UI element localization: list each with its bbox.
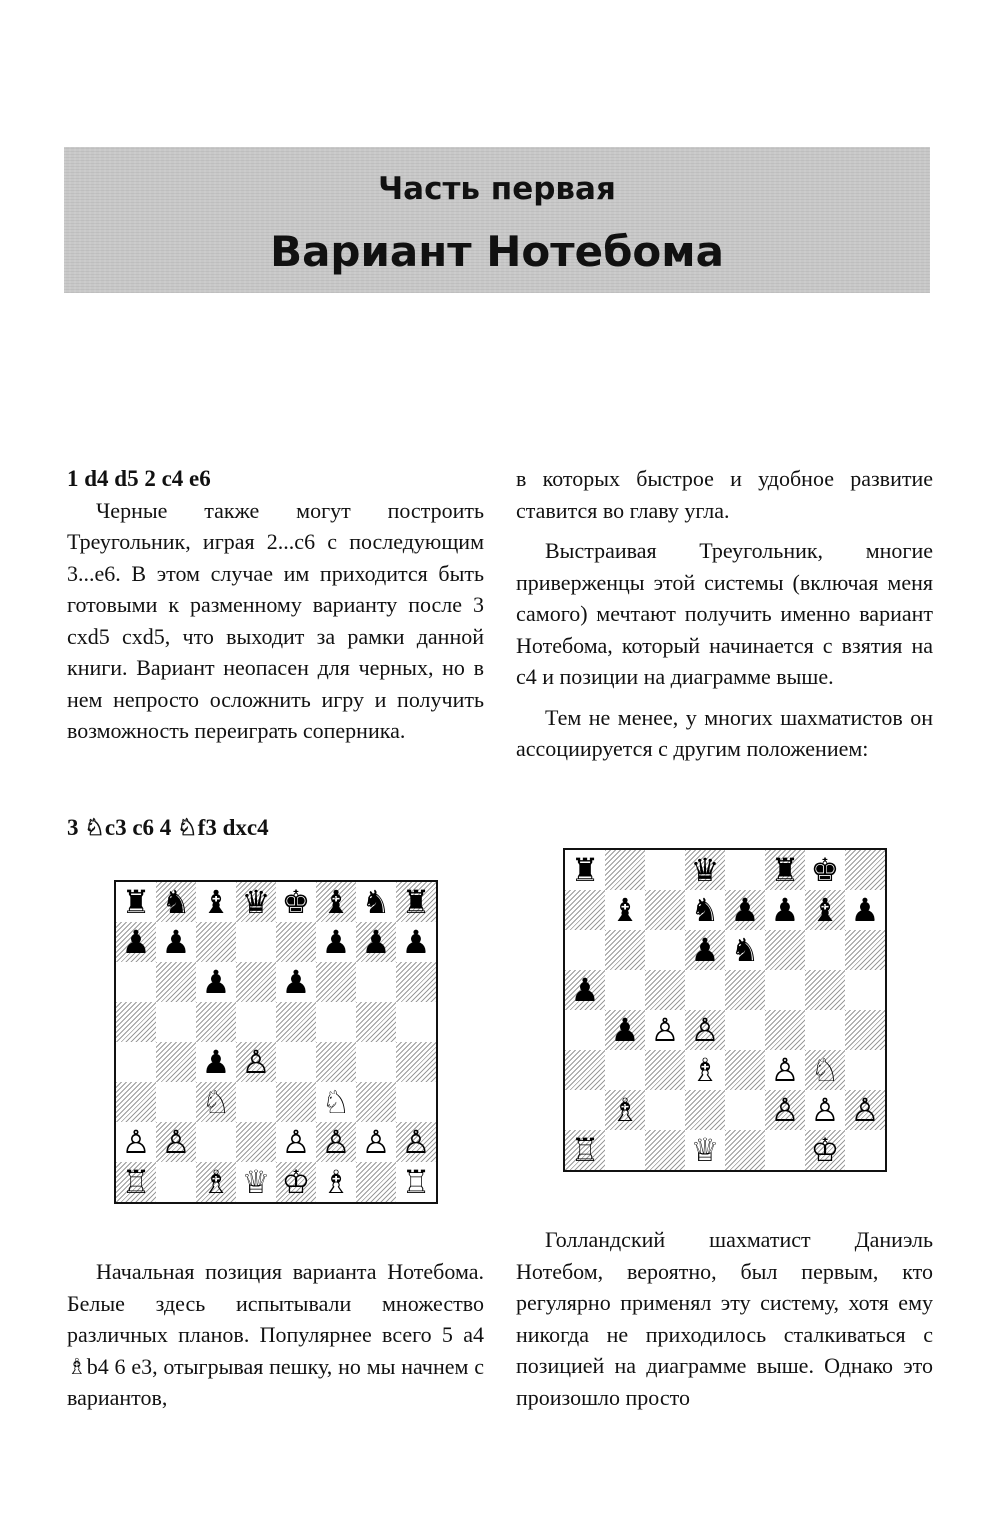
square-d5 — [236, 1002, 276, 1042]
square-h5 — [845, 970, 885, 1010]
white-pawn-e2: ♙ — [281, 1123, 311, 1161]
black-pawn-f7: ♟ — [770, 891, 800, 929]
black-pawn-f7: ♟ — [321, 923, 351, 961]
square-a3 — [565, 1050, 605, 1090]
square-d6 — [236, 962, 276, 1002]
white-pawn-f2: ♙ — [770, 1091, 800, 1129]
black-bishop-c8: ♝ — [201, 883, 231, 921]
white-bishop-d3: ♗ — [690, 1051, 720, 1089]
right-paragraph-2: Выстраивая Треугольник, многие приверженцы этой системы (включая меня самого) мечтают получить именно вариант Нотебома, который начинается с взятия на c4 и позиции на диаграмме выше. — [516, 538, 933, 689]
square-e7 — [276, 922, 316, 962]
square-g4 — [356, 1042, 396, 1082]
white-rook-a1: ♖ — [570, 1131, 600, 1169]
square-e4 — [276, 1042, 316, 1082]
right-paragraph-4: Голландский шахматист Даниэль Нотебом, вероятно, был первым, кто регулярно применял эту систему, хотя ему никогда не приходилось сталкиваться с позицией на диаграмме выше. Однако это произошло просто — [516, 1227, 933, 1410]
black-pawn-g7: ♟ — [361, 923, 391, 961]
black-pawn-c6: ♟ — [201, 963, 231, 1001]
square-c2 — [645, 1090, 685, 1130]
square-d7 — [236, 922, 276, 962]
black-pawn-a5: ♟ — [570, 971, 600, 1009]
black-bishop-b7: ♝ — [610, 891, 640, 929]
square-a4 — [116, 1042, 156, 1082]
square-e1 — [725, 1130, 765, 1170]
square-b4 — [156, 1042, 196, 1082]
square-f5 — [765, 970, 805, 1010]
right-paragraph-1: в которых быстрое и удобное развитие ставится во главу угла. — [516, 466, 933, 523]
white-pawn-d4: ♙ — [241, 1043, 271, 1081]
white-pawn-a2: ♙ — [121, 1123, 151, 1161]
square-b5 — [605, 970, 645, 1010]
white-pawn-g2: ♙ — [361, 1123, 391, 1161]
square-e5 — [276, 1002, 316, 1042]
white-knight-g3: ♘ — [810, 1051, 840, 1089]
square-c5 — [645, 970, 685, 1010]
square-d2 — [236, 1122, 276, 1162]
black-pawn-h7: ♟ — [850, 891, 880, 929]
square-g1 — [356, 1162, 396, 1202]
black-rook-a8: ♜ — [121, 883, 151, 921]
square-h6 — [845, 930, 885, 970]
white-king-e1: ♔ — [281, 1163, 311, 1201]
square-c7 — [645, 890, 685, 930]
square-c5 — [196, 1002, 236, 1042]
white-rook-h1: ♖ — [401, 1163, 431, 1201]
square-a6 — [116, 962, 156, 1002]
left-paragraph-1: Черные также могут построить Треугольник, играя 2...c6 с последующим 3...e6. В этом случае им приходится быть готовыми к разменному варианту после 3 cxd5 cxd5, что выходит за рамки данной книги. Вариант неопасен для черных, но в нем непросто осложнить игру и получить возможность переиграть соперника. — [67, 497, 484, 743]
square-e4 — [725, 1010, 765, 1050]
square-a3 — [116, 1082, 156, 1122]
square-d3 — [236, 1082, 276, 1122]
square-c1 — [645, 1130, 685, 1170]
square-f4 — [316, 1042, 356, 1082]
white-pawn-d4: ♙ — [690, 1011, 720, 1049]
black-rook-a8: ♜ — [570, 851, 600, 889]
square-h1 — [845, 1130, 885, 1170]
black-rook-f8: ♜ — [770, 851, 800, 889]
square-g6 — [356, 962, 396, 1002]
move-line-1: 1 d4 d5 2 c4 e6 — [67, 466, 211, 491]
square-a5 — [116, 1002, 156, 1042]
square-b1 — [605, 1130, 645, 1170]
square-h4 — [845, 1010, 885, 1050]
black-pawn-b4: ♟ — [610, 1011, 640, 1049]
chess-diagram-1 — [114, 880, 438, 1204]
square-b5 — [156, 1002, 196, 1042]
chapter-title: Вариант Нотебома — [270, 227, 724, 276]
white-pawn-h2: ♙ — [401, 1123, 431, 1161]
white-rook-a1: ♖ — [121, 1163, 151, 1201]
square-a4 — [565, 1010, 605, 1050]
diagram-2-grid — [565, 850, 885, 1170]
black-pawn-c4: ♟ — [201, 1043, 231, 1081]
square-e2 — [725, 1090, 765, 1130]
square-b6 — [605, 930, 645, 970]
diagram-1-grid — [116, 882, 436, 1202]
black-pawn-d6: ♟ — [690, 931, 720, 969]
square-d5 — [685, 970, 725, 1010]
square-c8 — [645, 850, 685, 890]
chess-diagram-2 — [563, 848, 887, 1172]
right-paragraph-3: Тем не менее, у многих шахматистов он ассоциируется с другим положением: — [516, 704, 933, 761]
square-a2 — [565, 1090, 605, 1130]
square-f6 — [765, 930, 805, 970]
square-b8 — [605, 850, 645, 890]
square-f6 — [316, 962, 356, 1002]
black-king-e8: ♚ — [281, 883, 311, 921]
square-e5 — [725, 970, 765, 1010]
white-pawn-g2: ♙ — [810, 1091, 840, 1129]
left-column-bottom — [67, 1256, 484, 1414]
square-h6 — [396, 962, 436, 1002]
black-knight-d7: ♞ — [690, 891, 720, 929]
square-a6 — [565, 930, 605, 970]
square-f1 — [765, 1130, 805, 1170]
move-line-2: 3 ♘c3 c6 4 ♘f3 dxc4 — [67, 815, 269, 840]
square-c3 — [645, 1050, 685, 1090]
black-pawn-e7: ♟ — [730, 891, 760, 929]
square-h8 — [845, 850, 885, 890]
square-c6 — [645, 930, 685, 970]
black-knight-g8: ♞ — [361, 883, 391, 921]
white-knight-c3: ♘ — [201, 1083, 231, 1121]
square-c2 — [196, 1122, 236, 1162]
square-g4 — [805, 1010, 845, 1050]
square-g5 — [805, 970, 845, 1010]
square-h3 — [845, 1050, 885, 1090]
left-paragraph-2: Начальная позиция варианта Нотебома. Белые здесь испытывали множество различных планов. Популярнее всего 5 a4 ♗b4 6 e3, отыгрывая пешку, но мы начнем с вариантов, — [67, 1259, 484, 1410]
white-king-g1: ♔ — [810, 1131, 840, 1169]
white-queen-d1: ♕ — [241, 1163, 271, 1201]
square-b1 — [156, 1162, 196, 1202]
left-column-top — [67, 463, 484, 747]
white-pawn-c4: ♙ — [650, 1011, 680, 1049]
white-queen-d1: ♕ — [690, 1131, 720, 1169]
white-knight-f3: ♘ — [321, 1083, 351, 1121]
square-g5 — [356, 1002, 396, 1042]
square-f4 — [765, 1010, 805, 1050]
square-b3 — [156, 1082, 196, 1122]
square-e3 — [725, 1050, 765, 1090]
black-knight-b8: ♞ — [161, 883, 191, 921]
white-pawn-f3: ♙ — [770, 1051, 800, 1089]
part-label: Часть первая — [378, 171, 616, 207]
right-column-bottom — [516, 1224, 933, 1413]
white-pawn-f2: ♙ — [321, 1123, 351, 1161]
square-f5 — [316, 1002, 356, 1042]
square-h4 — [396, 1042, 436, 1082]
black-pawn-e6: ♟ — [281, 963, 311, 1001]
black-knight-e6: ♞ — [730, 931, 760, 969]
black-king-g8: ♚ — [810, 851, 840, 889]
square-d2 — [685, 1090, 725, 1130]
left-column-moves — [67, 812, 484, 844]
black-queen-d8: ♛ — [690, 851, 720, 889]
black-pawn-b7: ♟ — [161, 923, 191, 961]
square-h5 — [396, 1002, 436, 1042]
square-a7 — [565, 890, 605, 930]
black-rook-h8: ♜ — [401, 883, 431, 921]
white-bishop-f1: ♗ — [321, 1163, 351, 1201]
black-bishop-g7: ♝ — [810, 891, 840, 929]
square-b3 — [605, 1050, 645, 1090]
black-pawn-a7: ♟ — [121, 923, 151, 961]
square-e8 — [725, 850, 765, 890]
square-g6 — [805, 930, 845, 970]
square-h3 — [396, 1082, 436, 1122]
white-pawn-h2: ♙ — [850, 1091, 880, 1129]
right-column-top — [516, 463, 933, 765]
black-bishop-f8: ♝ — [321, 883, 351, 921]
white-bishop-b2: ♗ — [610, 1091, 640, 1129]
square-e3 — [276, 1082, 316, 1122]
square-g3 — [356, 1082, 396, 1122]
square-c7 — [196, 922, 236, 962]
white-bishop-c1: ♗ — [201, 1163, 231, 1201]
square-b6 — [156, 962, 196, 1002]
chapter-header-band — [64, 147, 930, 293]
black-queen-d8: ♛ — [241, 883, 271, 921]
black-pawn-h7: ♟ — [401, 923, 431, 961]
white-pawn-b2: ♙ — [161, 1123, 191, 1161]
